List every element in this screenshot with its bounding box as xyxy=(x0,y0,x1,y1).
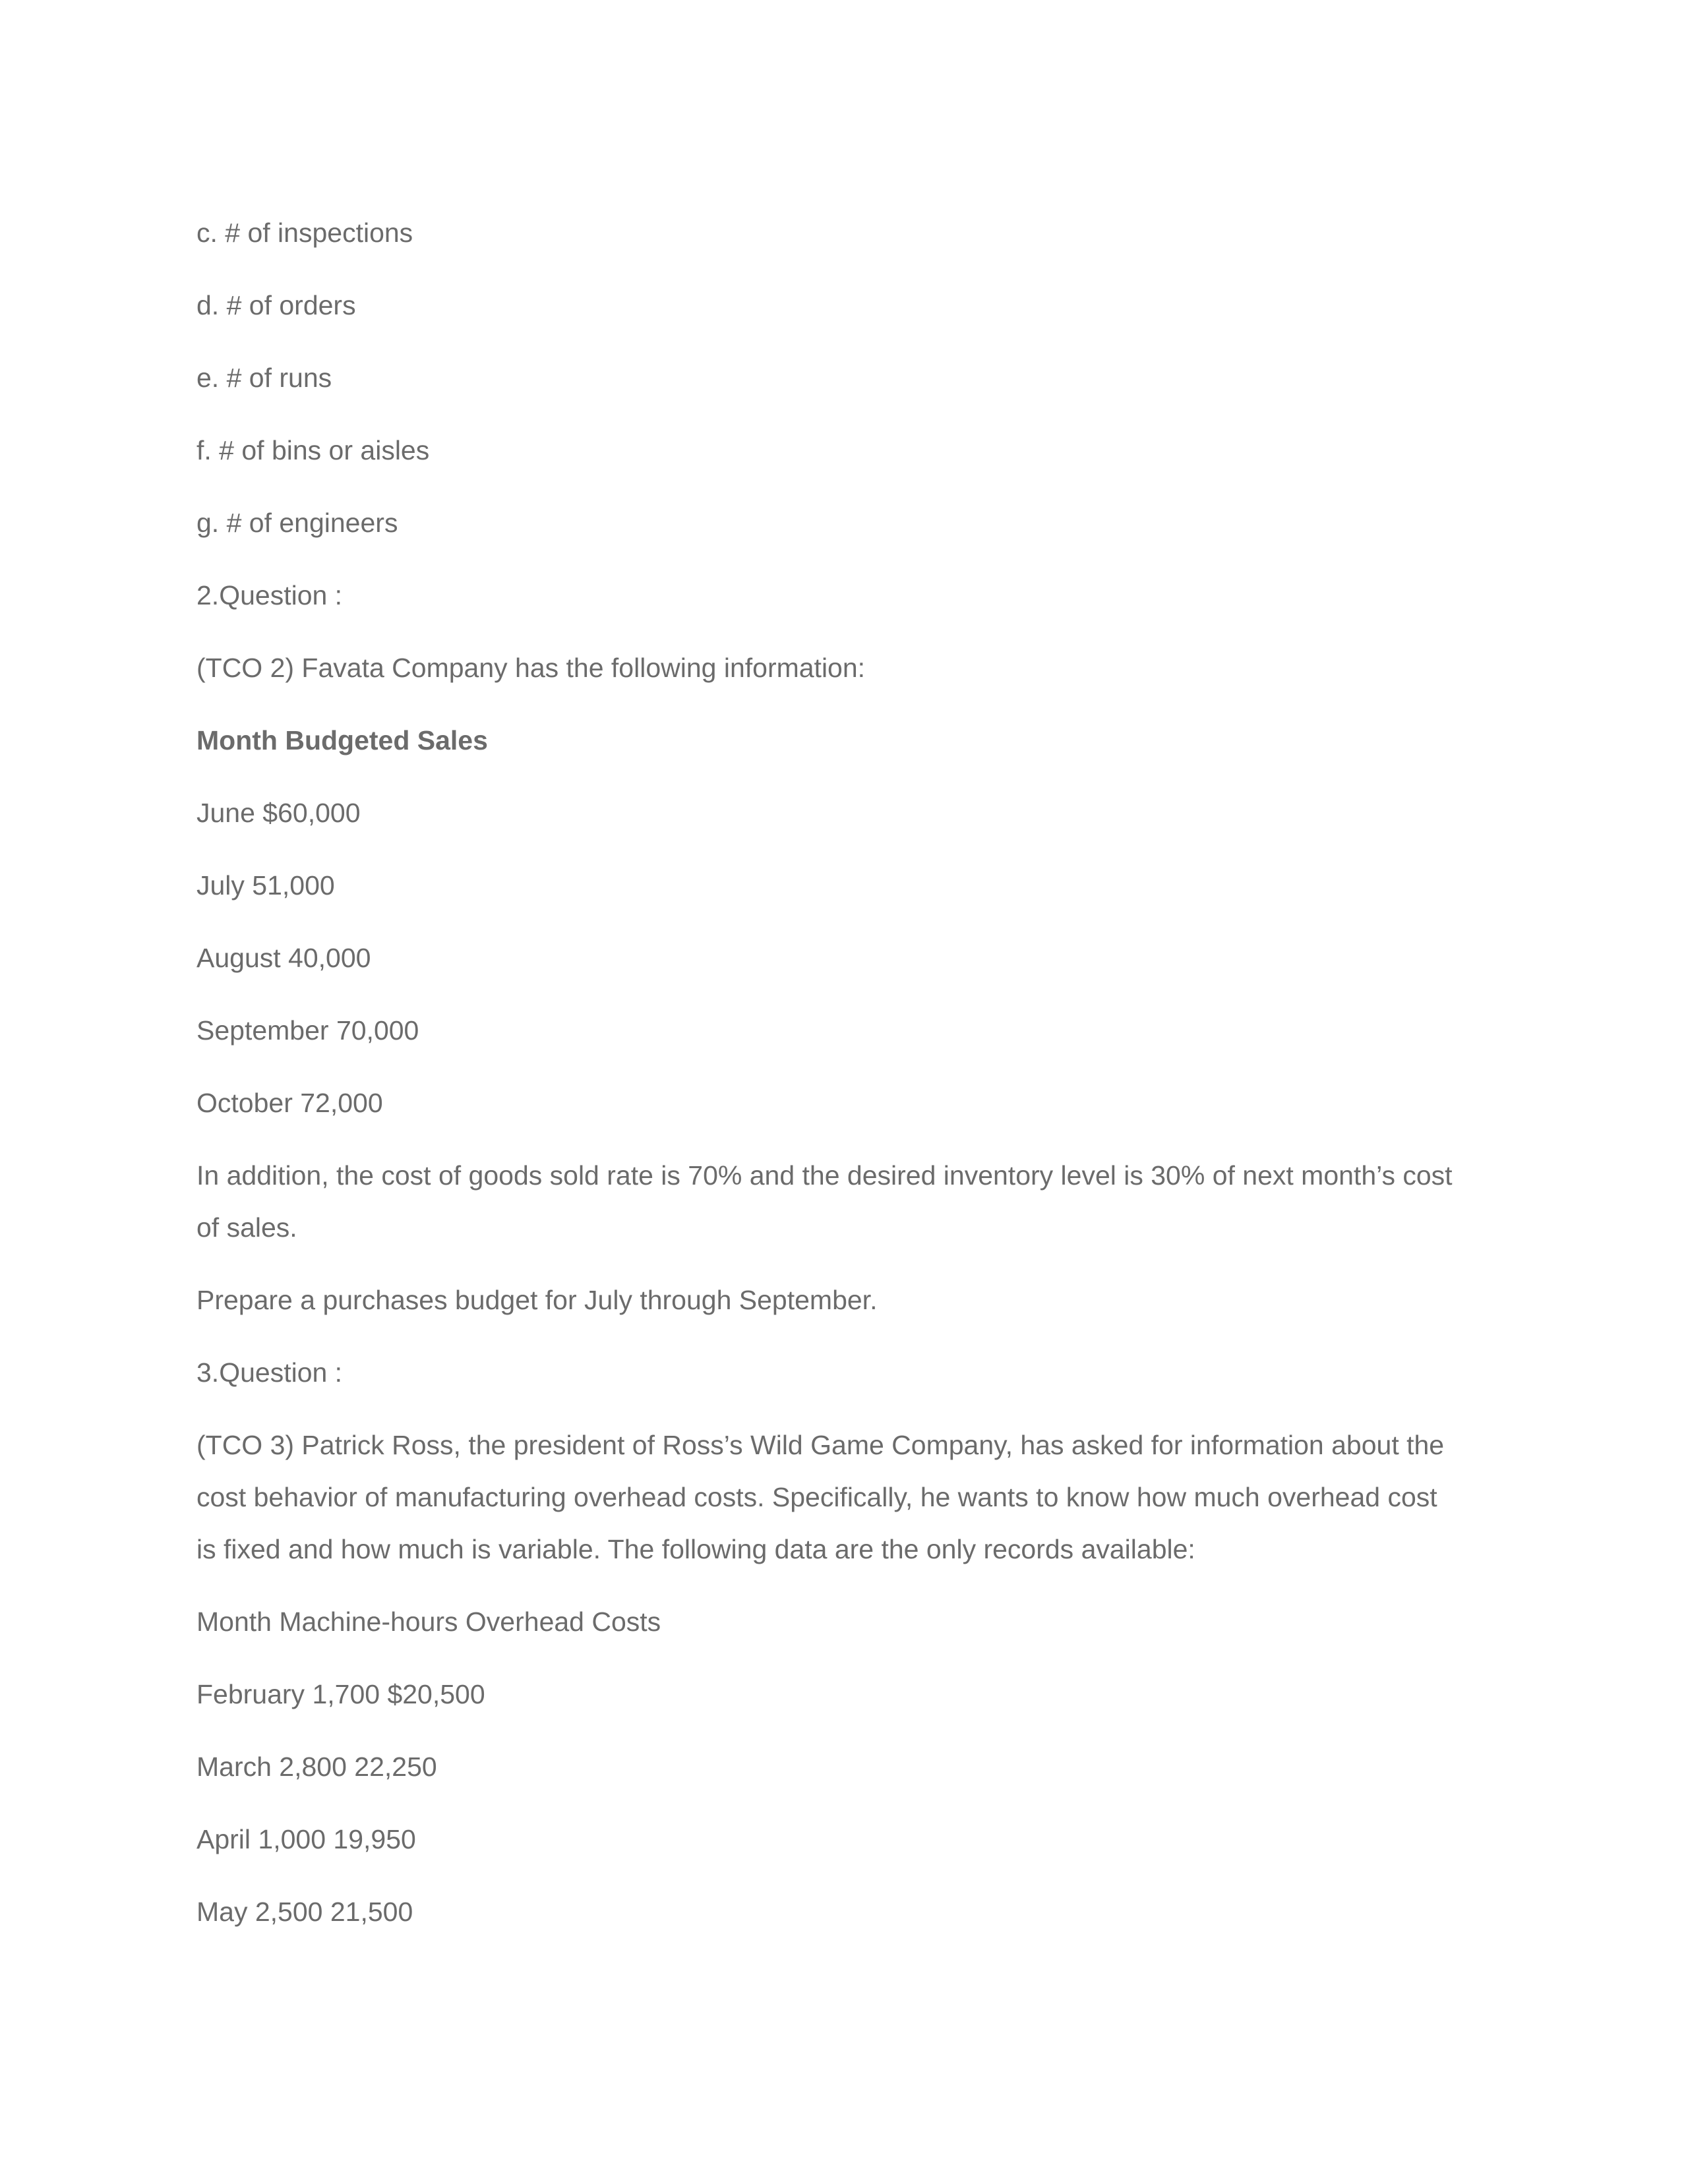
question3-heading: 3.Question : xyxy=(196,1357,343,1388)
question2-table-header: Month Budgeted Sales xyxy=(196,725,488,755)
question3-table-header: Month Machine-hours Overhead Costs xyxy=(196,1607,661,1637)
question2-row: October 72,000 xyxy=(196,1088,383,1118)
question2-row: June $60,000 xyxy=(196,798,361,828)
question3-intro-line: is fixed and how much is variable. The following data are the only records available: xyxy=(196,1534,1195,1564)
option-d: d. # of orders xyxy=(196,290,356,320)
question2-heading: 2.Question : xyxy=(196,580,343,610)
question3-row: February 1,700 $20,500 xyxy=(196,1679,485,1709)
option-c: c. # of inspections xyxy=(196,218,413,248)
question2-intro: (TCO 2) Favata Company has the following information: xyxy=(196,653,866,683)
option-g: g. # of engineers xyxy=(196,508,398,538)
question2-row: July 51,000 xyxy=(196,870,335,900)
question2-instruction: Prepare a purchases budget for July through September. xyxy=(196,1285,878,1315)
question3-row: May 2,500 21,500 xyxy=(196,1897,413,1927)
option-e: e. # of runs xyxy=(196,363,332,393)
option-f: f. # of bins or aisles xyxy=(196,435,430,465)
question2-row: August 40,000 xyxy=(196,943,371,973)
question3-intro-line: cost behavior of manufacturing overhead costs. Specifically, he wants to know how much overhead cost xyxy=(196,1482,1437,1512)
question3-row: March 2,800 22,250 xyxy=(196,1752,437,1782)
question2-note-line: In addition, the cost of goods sold rate is 70% and the desired inventory level is 30% of next month’s cost xyxy=(196,1160,1453,1191)
question2-note-line: of sales. xyxy=(196,1212,297,1243)
question3-intro-line: (TCO 3) Patrick Ross, the president of Ross’s Wild Game Company, has asked for information about the xyxy=(196,1430,1445,1460)
question2-row: September 70,000 xyxy=(196,1015,419,1046)
question3-row: April 1,000 19,950 xyxy=(196,1824,416,1854)
